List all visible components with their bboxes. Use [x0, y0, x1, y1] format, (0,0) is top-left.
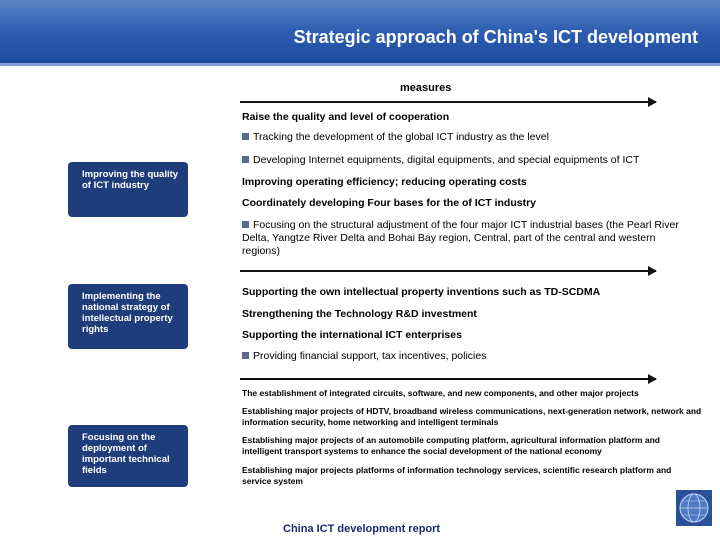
measure-item: The establishment of integrated circuits, software, and new components, and other major projects [242, 388, 639, 398]
measure-bullet-item: Focusing on the structural adjustment of the four major ICT industrial bases (the Pearl River Delta, Yangtze River Delta and Bohai Bay region, Central, part of the central and western regions) [242, 219, 679, 257]
measure-bullet-item: Tracking the development of the global ICT industry as the level [242, 131, 549, 144]
page-title: Strategic approach of China's ICT development [293, 27, 698, 47]
section-box-ipr: Implementing the national strategy of intellectual property rights [68, 284, 188, 349]
section-box-quality: Improving the quality of ICT industry [68, 162, 188, 217]
measure-item: Strengthening the Technology R&D investment [242, 308, 477, 320]
square-bullet-icon [242, 352, 249, 359]
square-bullet-icon [242, 156, 249, 163]
square-bullet-icon [242, 221, 249, 228]
arrow-line-2 [240, 270, 656, 272]
square-bullet-icon [242, 133, 249, 140]
measure-item: Establishing major projects platforms of information technology services, scientific research platform and service system [242, 465, 672, 486]
measures-label: measures [400, 82, 452, 94]
globe-logo-icon [676, 490, 712, 526]
measure-item: Establishing major projects of an automobile computing platform, agricultural information platform and intelligent transport systems to enhance the social development of the national economy [242, 435, 660, 456]
arrow-line-1 [240, 101, 656, 103]
measure-item: Coordinately developing Four bases for the of ICT industry [242, 197, 537, 209]
measure-item: Establishing major projects of HDTV, broadband wireless communications, next-generation network, network and information security, home networking and intelligent terminals [242, 406, 702, 427]
measure-item: Supporting the own intellectual property inventions such as TD-SCDMA [242, 286, 601, 298]
report-footer: China ICT development report [283, 523, 441, 535]
measure-item: Raise the quality and level of cooperation [242, 111, 450, 123]
arrow-line-3 [240, 378, 656, 380]
measure-bullet-item: Providing financial support, tax incentives, policies [242, 350, 486, 363]
section-box-technical: Focusing on the deployment of important technical fields [68, 425, 188, 487]
measure-item: Supporting the international ICT enterprises [242, 329, 462, 341]
measure-item: Improving operating efficiency; reducing operating costs [242, 176, 527, 188]
measure-bullet-item: Developing Internet equipments, digital equipments, and special equipments of ICT [242, 154, 639, 167]
header-banner [0, 0, 720, 66]
